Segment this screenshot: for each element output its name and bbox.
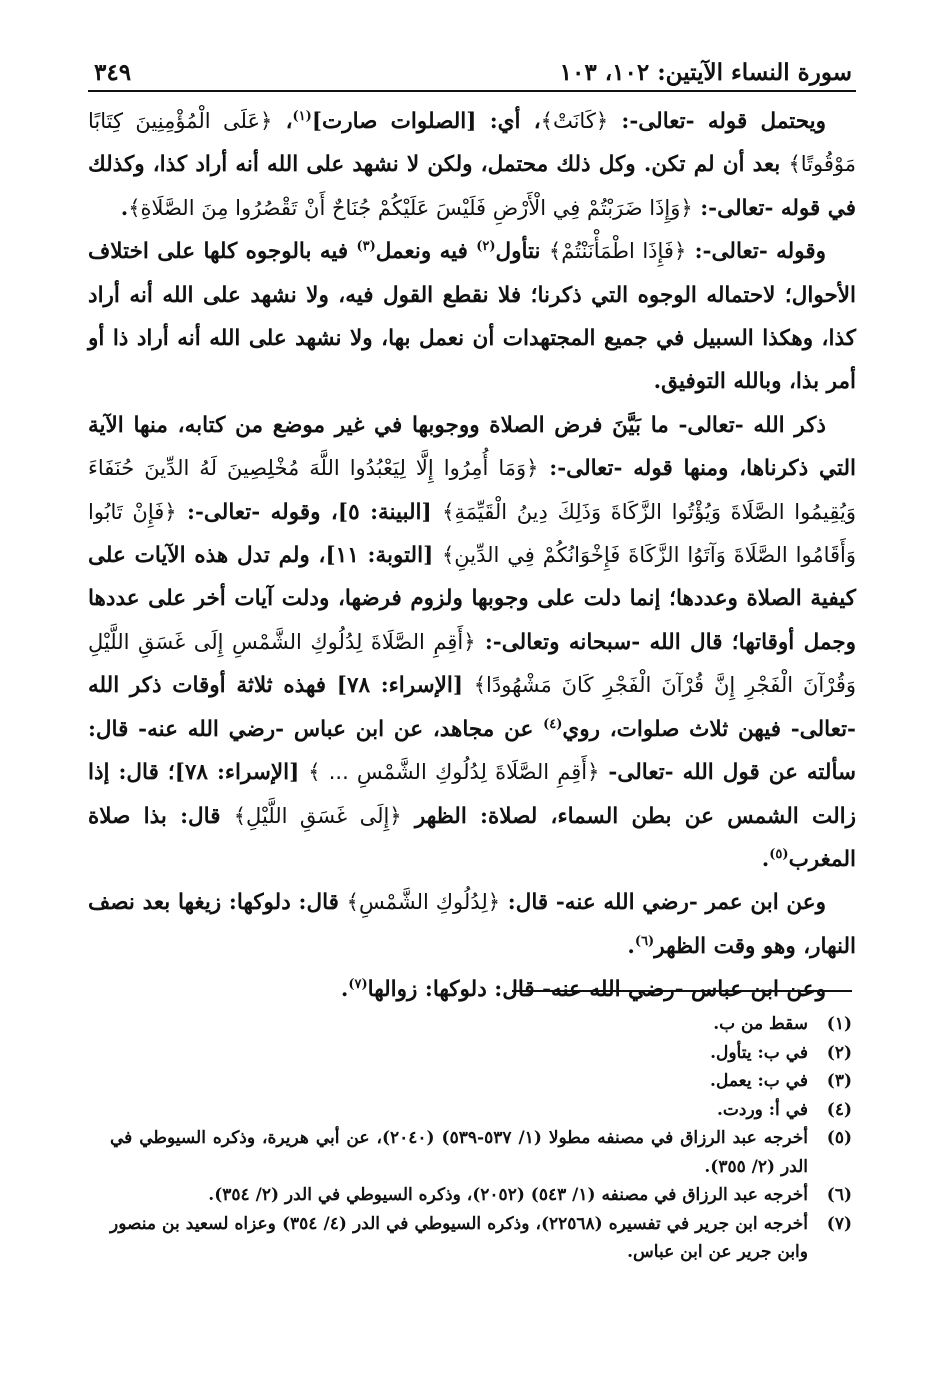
text-run: فيه بالوجوه كلها على اختلاف الأحوال؛ لاحتماله الوجوه التي ذكرنا؛ فلا نقطع القول فيه، ولا نشهد على الله أنه أراد كذا، وهكذا السبيل في جميع المجتهدات أن نعمل بها، ولا نشهد على الله أنه أراد ذا أو أمر بذا، وبالله التوفيق.	[88, 239, 856, 395]
paragraph	[88, 230, 856, 404]
text-run: [البينة: ٥]، وقوله -تعالى-:	[176, 499, 443, 525]
header-rule	[88, 90, 856, 92]
text-run: بعد أن لم تكن. وكل ذلك محتمل، ولكن لا نشهد على الله أنه أراد كذا، وكذلك في قوله -تعالى-:	[88, 152, 856, 221]
quran-verse: ﴿لِدُلُوكِ الشَّمْسِ﴾	[346, 890, 501, 915]
quran-verse: ﴿فَإِذَا اطْمَأْنَنْتُمْ﴾	[548, 239, 687, 264]
text-run: .	[120, 195, 129, 221]
text-run: [التوبة: ١١]، ولم تدل هذه الآيات على كيفية الصلاة وعددها؛ إنما دلت على وجوبها ولزوم فرضها، ودلت آيات أخر على عددها وجمل أوقاتها؛ قال الله -سبحانه وتعالى-:	[88, 543, 856, 655]
footnote	[110, 1124, 852, 1181]
text-run: وعن ابن عباس -رضي الله عنه- قال: دلوكها: زوالها	[367, 977, 826, 1003]
footnote	[110, 1181, 852, 1210]
quran-verse: ﴿عَلَى الْمُؤْمِنِينَ كِتَابًا مَوْقُوتًا﴾	[88, 109, 856, 177]
text-run: [الإسراء: ٧٨] فهذه ثلاثة أوقات ذكر الله -تعالى- فيهن ثلاث صلوات، روي	[88, 673, 856, 742]
quran-verse: ﴿فَإِنْ تَابُوا وَأَقَامُوا الصَّلَاةَ وَآتَوُا الزَّكَاةَ فَإِخْوَانُكُمْ فِي الدِّينِ﴾	[88, 499, 857, 568]
text-run: نتأول	[495, 239, 549, 265]
page-number: ٣٤٩	[94, 59, 132, 86]
quran-verse: ﴿أَقِمِ الصَّلَاةَ لِدُلُوكِ الشَّمْسِ ... ﴾	[308, 760, 600, 785]
text-run: قال: دلوكها: زيغها بعد نصف النهار، وهو وقت الظهر	[88, 890, 856, 959]
footnote-text: أخرجه ابن جرير في تفسيره (٢٢٥٦٨)، وذكره السيوطي في الدر (٤/ ٣٥٤) وعزاه لسعيد بن منصور وابن جرير عن ابن عباس.	[110, 1213, 808, 1262]
footnote-ref: (٥)	[769, 846, 789, 862]
text-run: ، أي: [الصلوات صارت]	[311, 109, 541, 134]
footnote-number: (٦)	[826, 1185, 852, 1205]
paragraph	[88, 100, 856, 230]
footnote-separator	[512, 990, 852, 992]
quran-verse: ﴿إِلَى غَسَقِ اللَّيْلِ﴾	[233, 803, 402, 828]
paragraph	[88, 881, 856, 968]
footnote-number: (٧)	[826, 1213, 852, 1234]
text-run: .	[627, 933, 635, 959]
footnotes	[110, 1010, 852, 1267]
text-run: فيه ونعمل	[375, 239, 477, 265]
quran-verse: ﴿أَقِمِ الصَّلَاةَ لِدُلُوكِ الشَّمْسِ إِلَى غَسَقِ اللَّيْلِ وَقُرْآنَ الْفَجْرِ إِنَّ قُرْآنَ الْفَجْرِ كَانَ مَشْهُودًا﴾	[88, 629, 856, 698]
footnote-ref: (٢)	[476, 239, 496, 255]
footnote-ref: (٤)	[543, 716, 563, 732]
text-run: قال: بذا صلاة المغرب	[88, 803, 856, 872]
footnote-number: (٢)	[826, 1042, 852, 1063]
footnote	[110, 1039, 852, 1068]
text-run: [الإسراء: ٧٨]؛ قال: إذا زالت الشمس عن بطن السماء، لصلاة: الظهر	[88, 760, 856, 829]
footnote-ref: (٦)	[634, 933, 655, 949]
footnote-ref: (١)	[292, 108, 312, 124]
footnote-text: أخرجه عبد الرزاق في مصنفه مطولا (١/ ٥٣٧-٥٣٩) (٢٠٤٠)، عن أبي هريرة، وذكره السيوطي في الدر (٢/ ٣٥٥).	[110, 1128, 808, 1177]
footnote-text: أخرجه عبد الرزاق في مصنفه (١/ ٥٤٣) (٢٠٥٢)، وذكره السيوطي في الدر (٢/ ٣٥٤).	[208, 1185, 808, 1205]
text-run: .	[761, 846, 770, 872]
text-run: وقوله -تعالى-:	[686, 239, 826, 265]
quran-verse: ﴿كَانَتْ﴾	[540, 109, 609, 133]
footnote	[110, 1067, 852, 1096]
quran-verse: ﴿وَمَا أُمِرُوا إِلَّا لِيَعْبُدُوا اللَّهَ مُخْلِصِينَ لَهُ الدِّينَ حُنَفَاءَ وَيُقِيمُوا الصَّلَاةَ وَيُؤْتُوا الزَّكَاةَ وَذَلِكَ دِينُ الْقَيِّمَةِ﴾	[88, 456, 856, 524]
running-header	[94, 46, 852, 86]
footnote-ref: (٣)	[356, 239, 376, 255]
footnote-number: (٥)	[826, 1128, 852, 1148]
footnote-text: في ب: يعمل.	[710, 1071, 808, 1091]
text-run: ذكر الله -تعالى- ما بَيَّنَ فرض الصلاة ووجوبها في غير موضع من كتابه، منها الآية التي ذكرناها، ومنها قوله -تعالى-:	[88, 412, 856, 482]
footnote-text: في أ: وردت.	[716, 1099, 808, 1120]
footnote-number: (٣)	[826, 1071, 852, 1091]
text-run: .	[340, 977, 349, 1003]
footnote-number: (١)	[826, 1014, 852, 1034]
running-title: سورة النساء الآيتين: ١٠٢، ١٠٣	[559, 59, 852, 86]
text-run: ويحتمل قوله -تعالى-:	[608, 109, 826, 134]
footnote-number: (٤)	[826, 1099, 852, 1120]
footnote	[110, 1210, 852, 1267]
footnote	[110, 1010, 852, 1039]
footnote	[110, 1096, 852, 1125]
text-run: عن مجاهد، عن ابن عباس -رضي الله عنه- قال: سألته عن قول الله -تعالى-	[88, 716, 857, 786]
footnote-text: في ب: يتأول.	[710, 1042, 808, 1063]
text-run: ،	[272, 109, 293, 134]
main-text	[88, 100, 856, 1012]
text-run: وعن ابن عمر -رضي الله عنه- قال:	[500, 890, 826, 916]
quran-verse: ﴿وَإِذَا ضَرَبْتُمْ فِي الْأَرْضِ فَلَيْسَ عَلَيْكُمْ جُنَاحٌ أَنْ تَقْصُرُوا مِنَ الصَّلَاةِ﴾	[128, 195, 693, 220]
footnote-text: سقط من ب.	[713, 1014, 808, 1034]
footnote-ref: (٧)	[348, 976, 368, 992]
paragraph	[88, 404, 856, 881]
